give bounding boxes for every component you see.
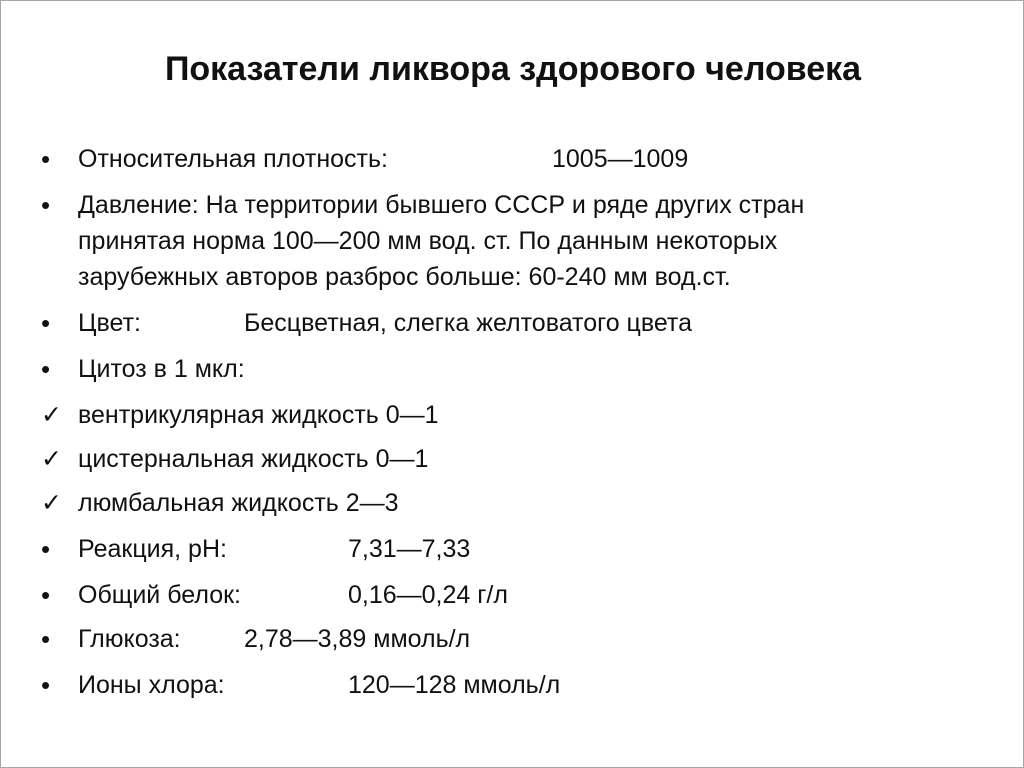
item-label: цистернальная жидкость 0—1 — [78, 445, 429, 473]
item-label: Относительная плотность: — [78, 145, 388, 173]
item-value: 1005—1009 — [552, 145, 689, 173]
item-label: люмбальная жидкость 2—3 — [78, 489, 399, 517]
item-label: вентрикулярная жидкость 0—1 — [78, 401, 439, 429]
item-label: Реакция, pH: — [78, 535, 227, 563]
item-value: 7,31—7,33 — [348, 535, 471, 563]
bullet-icon: • — [41, 534, 51, 564]
check-icon: ✓ — [41, 489, 62, 517]
bullet-icon: • — [41, 670, 51, 700]
item-label: Ионы хлора: — [78, 671, 225, 699]
item-label: Глюкоза: — [78, 625, 181, 653]
bullet-icon: • — [41, 624, 51, 654]
bullet-icon: • — [41, 354, 51, 384]
bullet-icon: • — [41, 190, 51, 220]
bullet-icon: • — [41, 580, 51, 610]
item-value: 0,16—0,24 г/л — [348, 581, 508, 609]
check-icon: ✓ — [41, 445, 62, 473]
bullet-icon: • — [41, 144, 51, 174]
item-line-3: зарубежных авторов разброс больше: 60-240 мм вод.ст. — [78, 263, 731, 291]
item-value: Бесцветная, слегка желтоватого цвета — [244, 309, 693, 337]
bullet-icon: • — [41, 308, 51, 338]
check-icon: ✓ — [41, 401, 62, 429]
slide-title: Показатели ликвора здорового человека — [164, 50, 862, 88]
item-label: Общий белок: — [78, 581, 241, 609]
item-label: Цитоз в 1 мкл: — [78, 355, 245, 383]
item-line-2: принятая норма 100—200 мм вод. ст. По данным некоторых — [78, 227, 778, 255]
item-line-1: Давление: На территории бывшего СССР и ряде других стран — [78, 191, 805, 219]
item-label: Цвет: — [78, 309, 141, 337]
item-value: 120—128 ммоль/л — [348, 671, 561, 699]
item-value: 2,78—3,89 ммоль/л — [244, 625, 471, 653]
